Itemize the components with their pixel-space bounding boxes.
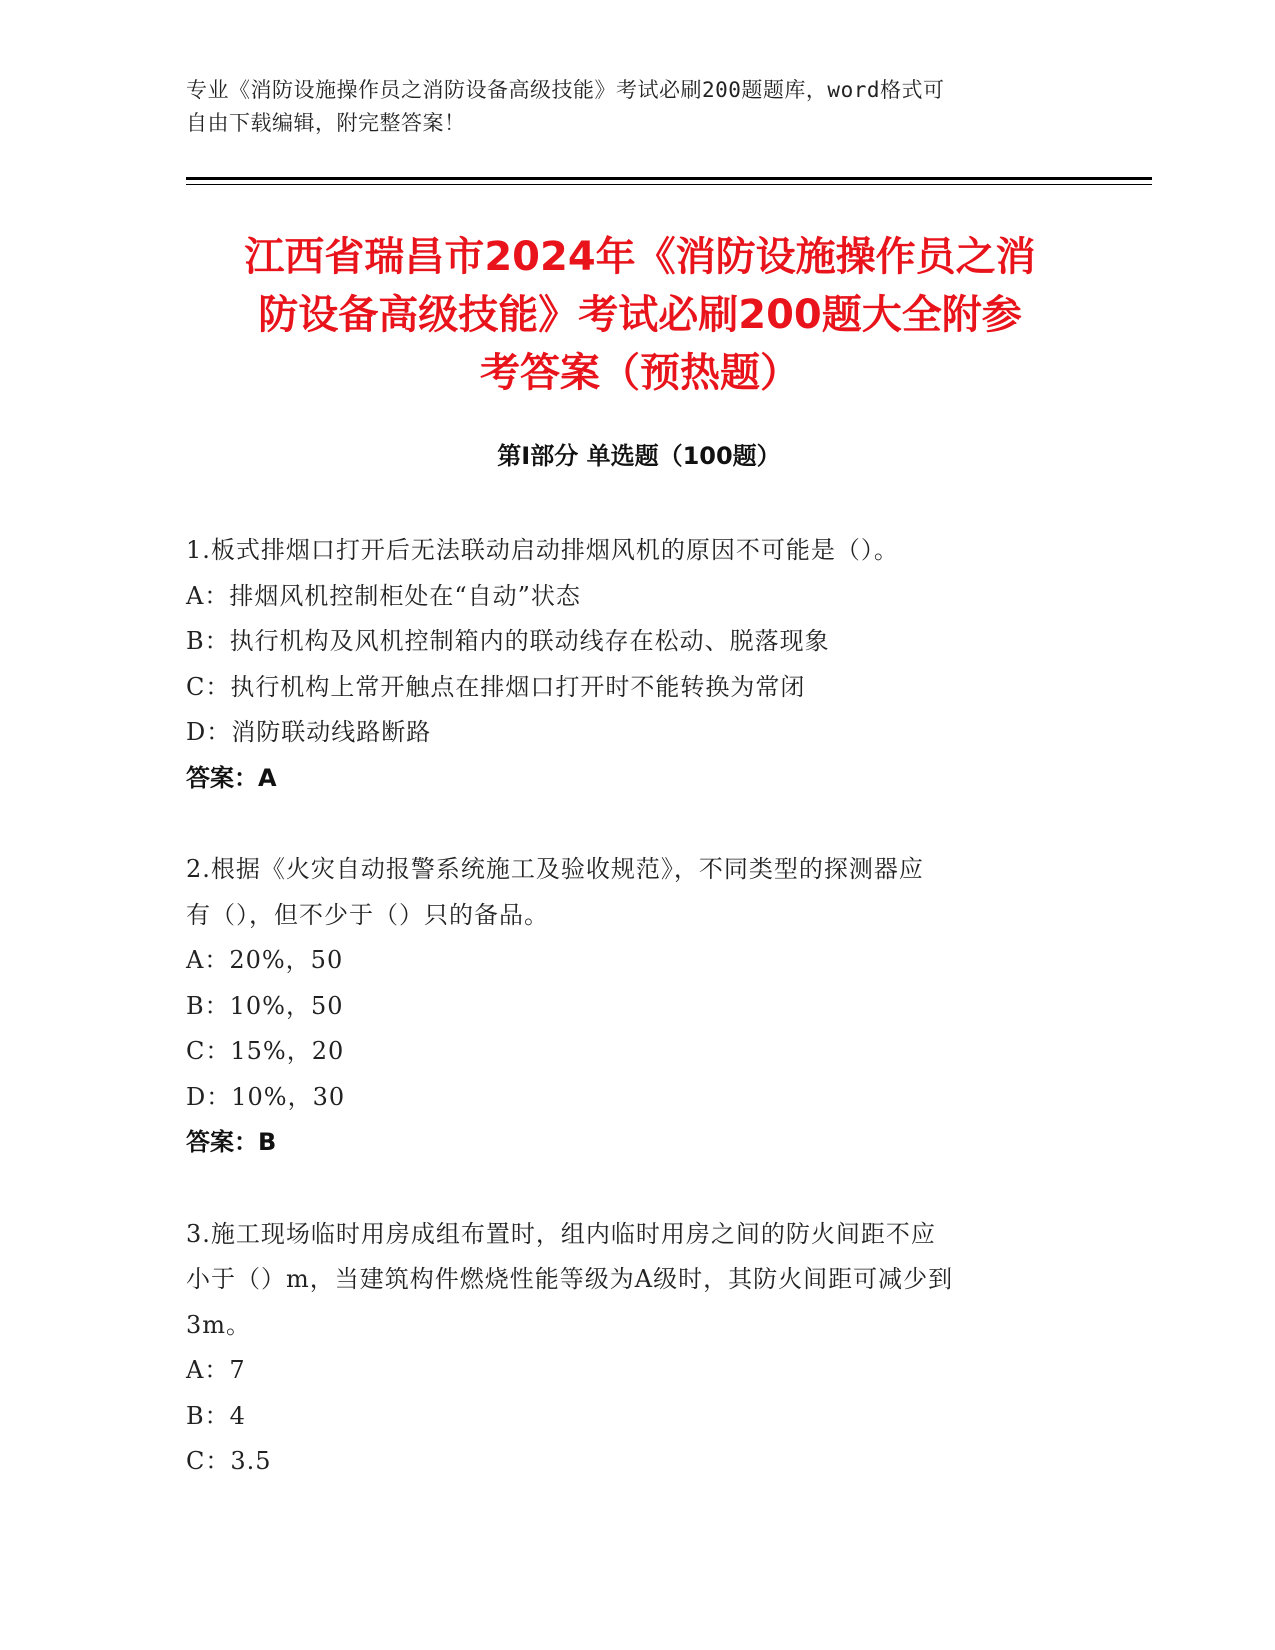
header-note-line: 专业《消防设施操作员之消防设备高级技能》考试必刷200题题库，word格式可 <box>186 78 945 102</box>
question-1 <box>186 528 1066 801</box>
option-c: C：执行机构上常开触点在排烟口打开时不能转换为常闭 <box>186 672 806 701</box>
answer: 答案：A <box>186 763 277 792</box>
document-title-line: 江西省瑞昌市2024年《消防设施操作员之消 <box>244 234 1036 280</box>
question-stem: 1.板式排烟口打开后无法联动启动排烟风机的原因不可能是（）。 <box>186 536 899 564</box>
question-stem: 3m。 <box>186 1310 252 1339</box>
option-a: A：20%，50 <box>186 946 344 974</box>
header-divider-thick <box>186 177 1152 180</box>
option-b: B：4 <box>186 1401 246 1430</box>
option-c: C：3.5 <box>186 1447 272 1475</box>
question-2 <box>186 847 1066 1166</box>
question-list <box>186 528 1066 1531</box>
question-stem: 有（），但不少于（）只的备品。 <box>186 900 549 929</box>
header-note <box>186 74 1086 140</box>
header-divider-thin <box>186 184 1152 185</box>
option-b: B：执行机构及风机控制箱内的联动线存在松动、脱落现象 <box>186 627 830 655</box>
answer: 答案：B <box>186 1128 277 1156</box>
question-stem: 3.施工现场临时用房成组布置时，组内临时用房之间的防火间距不应 <box>186 1219 936 1248</box>
header-note-line: 自由下载编辑，附完整答案！ <box>186 111 466 135</box>
option-c: C：15%，20 <box>186 1037 345 1065</box>
option-a: A：排烟风机控制柜处在“自动”状态 <box>186 581 581 610</box>
option-a: A：7 <box>186 1356 246 1384</box>
document-title-line: 防设备高级技能》考试必刷200题大全附参 <box>258 292 1022 338</box>
option-d: D：10%，30 <box>186 1082 346 1111</box>
option-b: B：10%，50 <box>186 991 344 1020</box>
option-d: D：消防联动线路断路 <box>186 718 432 746</box>
question-stem: 小于（）m，当建筑构件燃烧性能等级为A级时，其防火间距可减少到 <box>186 1265 954 1293</box>
document-title-line: 考答案（预热题） <box>480 350 800 396</box>
question-stem: 2.根据《火灾自动报警系统施工及验收规范》，不同类型的探测器应 <box>186 855 924 883</box>
document-title <box>180 228 1100 402</box>
question-3 <box>186 1212 1066 1485</box>
section-title: 第Ⅰ部分 单选题（100题） <box>497 442 781 470</box>
